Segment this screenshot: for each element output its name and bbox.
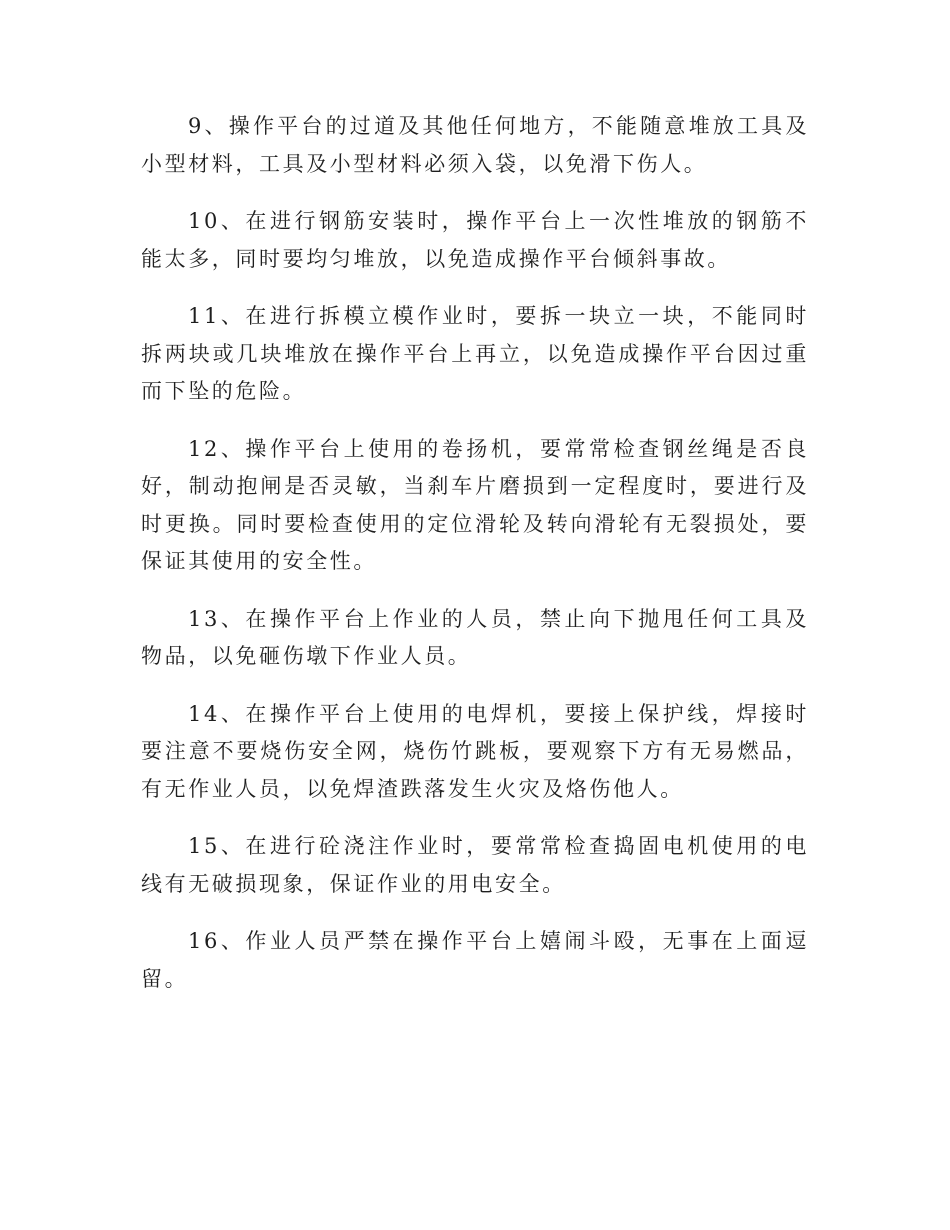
paragraph-item-16: 16、作业人员严禁在操作平台上嬉闹斗殴，无事在上面逗留。 bbox=[141, 929, 809, 991]
paragraph-item-9: 9、操作平台的过道及其他任何地方，不能随意堆放工具及小型材料，工具及小型材料必须入袋，以免滑下伤人。 bbox=[141, 114, 809, 176]
paragraph-item-11: 11、在进行拆模立模作业时，要拆一块立一块，不能同时拆两块或几块堆放在操作平台上再立，以免造成操作平台因过重而下坠的危险。 bbox=[141, 304, 809, 403]
paragraph-item-14: 14、在操作平台上使用的电焊机，要接上保护线，焊接时要注意不要烧伤安全网，烧伤竹跳板，要观察下方有无易燃品，有无作业人员，以免焊渣跌落发生火灾及烙伤他人。 bbox=[141, 701, 809, 801]
paragraph-item-12: 12、操作平台上使用的卷扬机，要常常检查钢丝绳是否良好，制动抱闸是否灵敏，当刹车片磨损到一定程度时，要进行及时更换。同时要检查使用的定位滑轮及转向滑轮有无裂损处，要保证其使用的安全性。 bbox=[141, 436, 809, 573]
paragraph-item-10: 10、在进行钢筋安装时，操作平台上一次性堆放的钢筋不能太多，同时要均匀堆放，以免造成操作平台倾斜事故。 bbox=[141, 209, 809, 271]
document-body bbox=[141, 108, 809, 1018]
paragraph-item-15: 15、在进行砼浇注作业时，要常常检查捣固电机使用的电线有无破损现象，保证作业的用电安全。 bbox=[141, 834, 809, 896]
paragraph-item-13: 13、在操作平台上作业的人员，禁止向下抛甩任何工具及物品，以免砸伤墩下作业人员。 bbox=[141, 606, 809, 668]
